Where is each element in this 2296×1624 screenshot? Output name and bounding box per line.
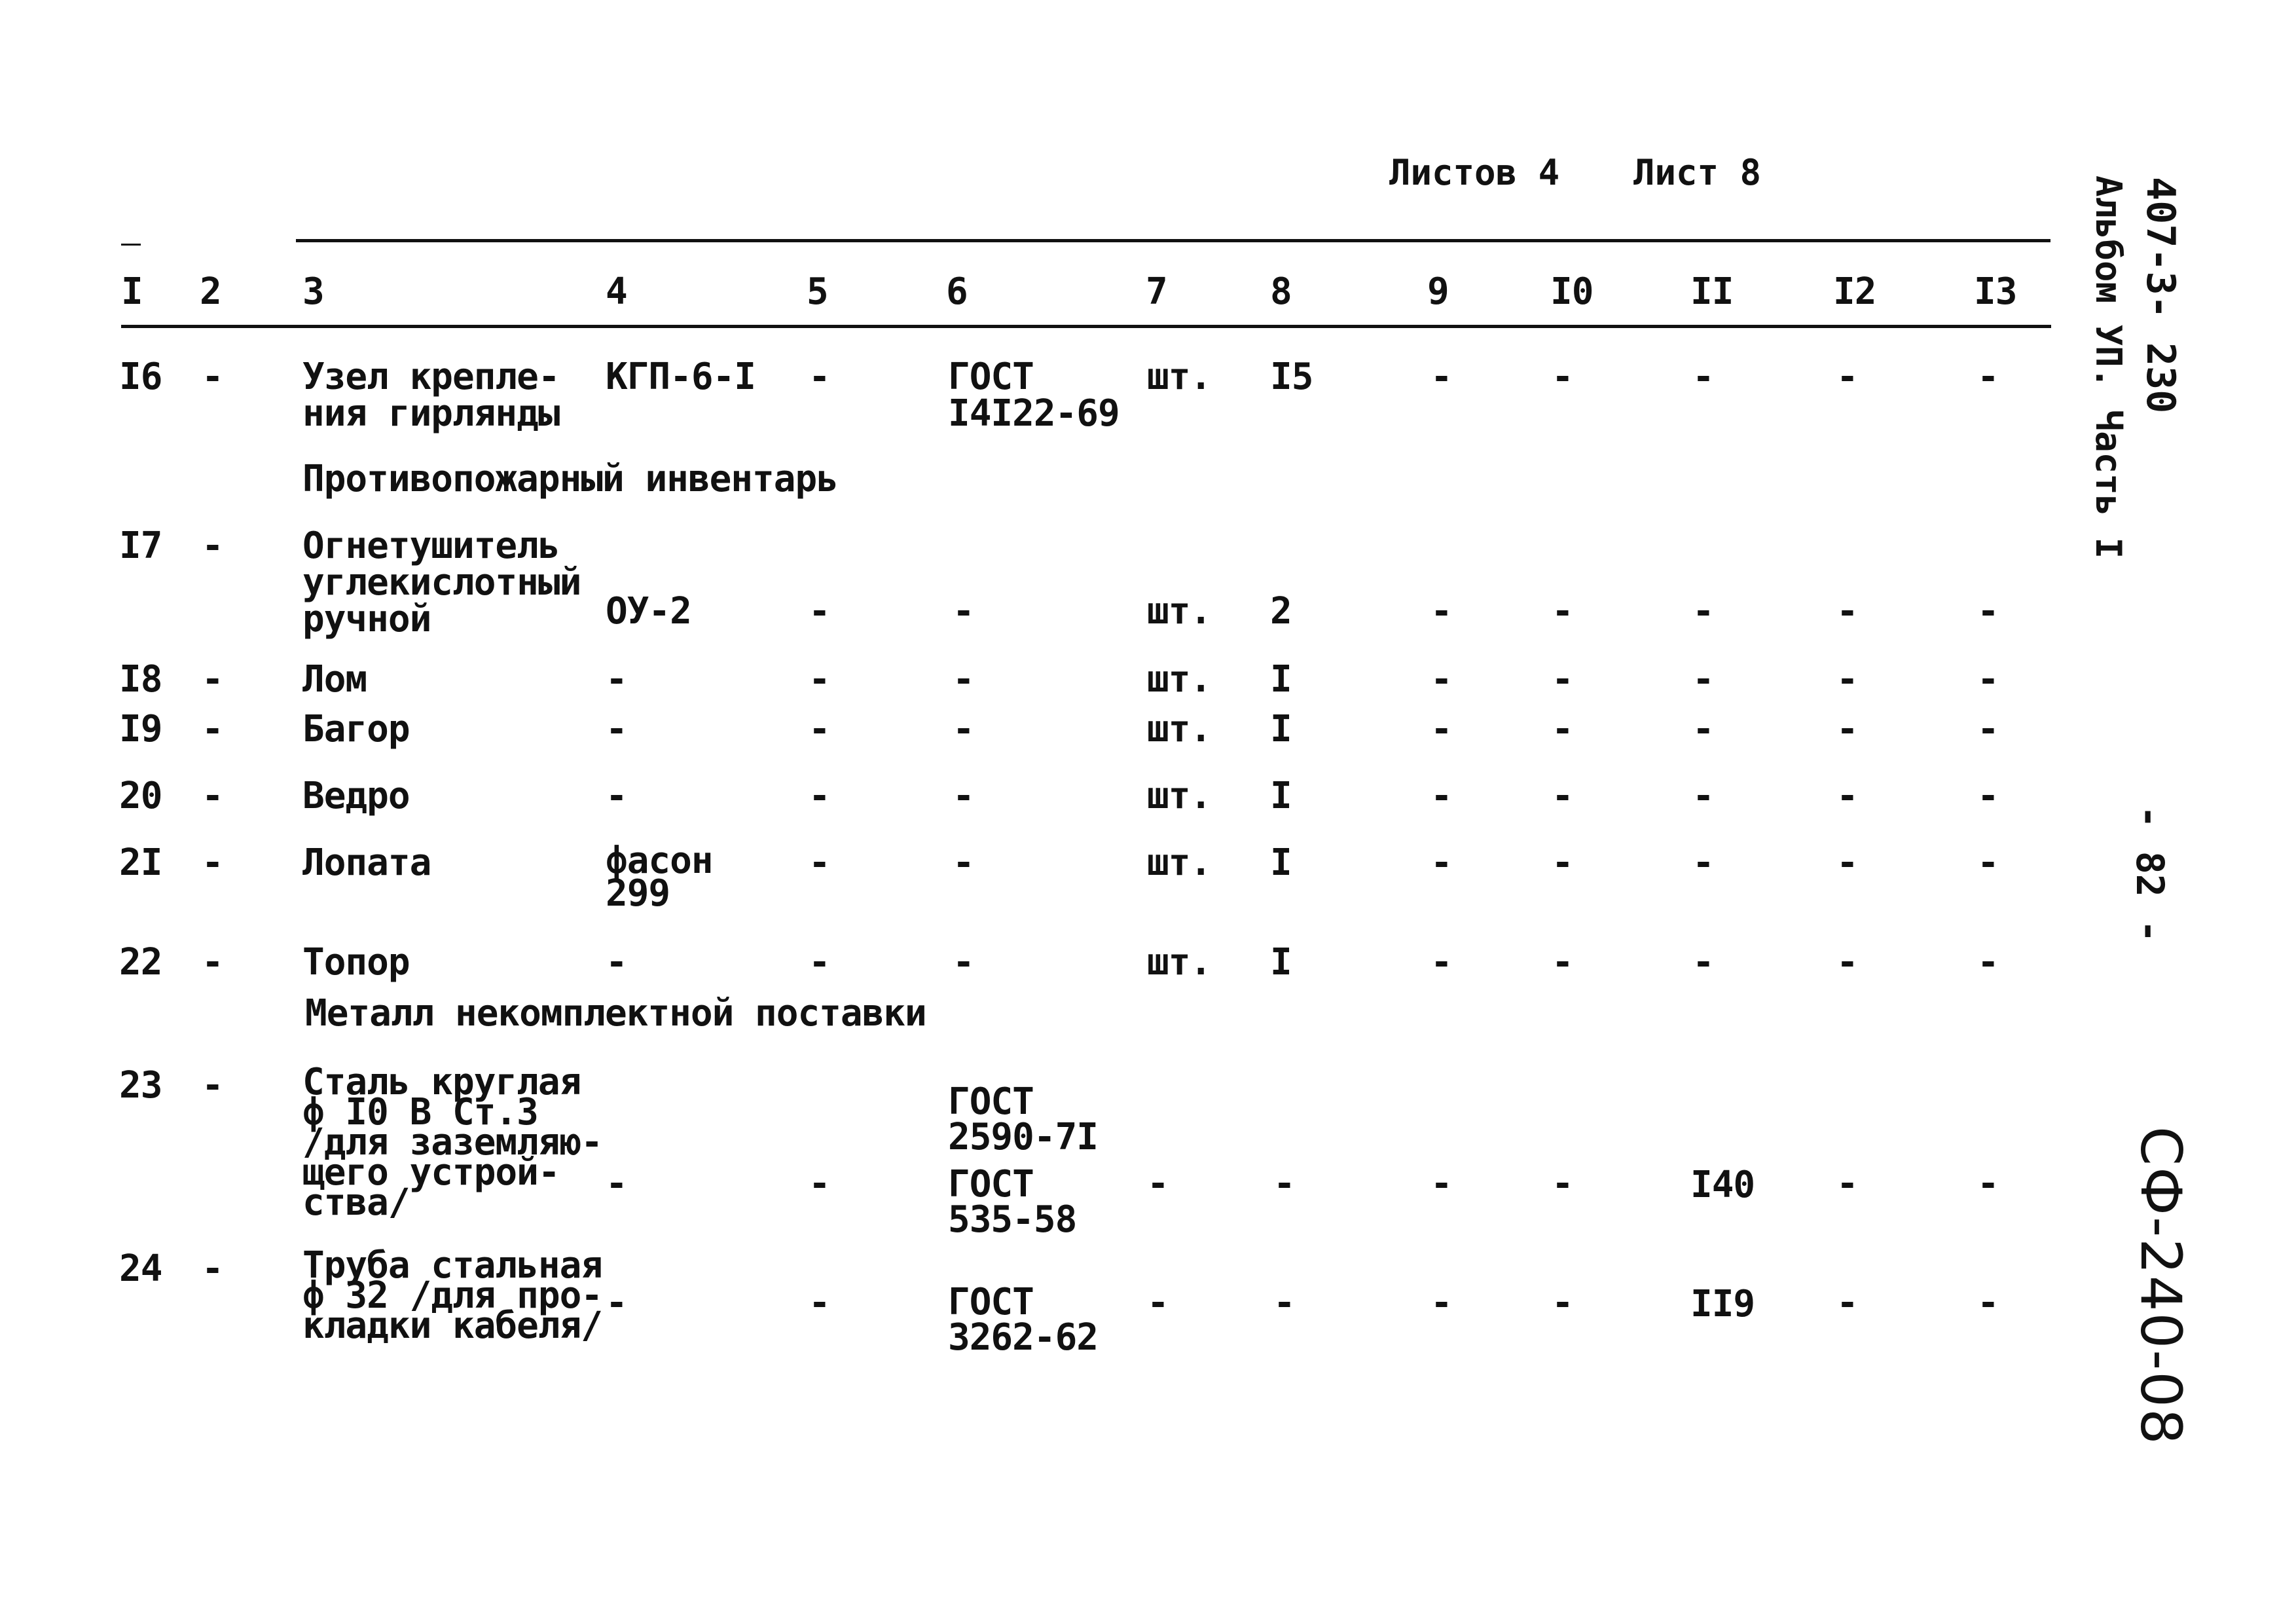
item-qty: I	[1270, 941, 1292, 984]
item-name: Сталь круглая ф I0 В Ст.3 /для заземляю- щего устрой- ства/	[302, 1061, 603, 1224]
side-stamp: СФ-240-08	[2128, 1126, 2193, 1446]
cell-c2: -	[202, 841, 223, 884]
item-qty: I5	[1270, 356, 1313, 398]
cell-c9: -	[1430, 775, 1452, 817]
item-qty: I	[1270, 708, 1292, 750]
col-header-1: I	[121, 270, 143, 313]
item-type: ОУ-2	[606, 590, 691, 633]
col-header-12: I2	[1833, 270, 1876, 313]
cell-c5: -	[809, 775, 830, 817]
side-album: Альбом УП. Часть I	[2088, 175, 2129, 559]
cell-c13: -	[1977, 841, 1999, 884]
item-standard: -	[953, 775, 974, 817]
item-unit: шт.	[1147, 775, 1212, 817]
item-unit: шт.	[1147, 658, 1212, 701]
cell-c2: -	[202, 775, 223, 817]
cell-c12: -	[1836, 1162, 1858, 1205]
cell-c11: -	[1692, 658, 1714, 701]
cell-c5: -	[809, 590, 830, 633]
item-name: Лом	[302, 658, 367, 701]
cell-c7: -	[1147, 1282, 1169, 1324]
section-heading-metal: Металл некомплектной поставки	[305, 992, 926, 1035]
cell-c9: -	[1430, 941, 1452, 984]
cell-c10: -	[1552, 356, 1573, 398]
cell-c9: -	[1430, 1162, 1452, 1205]
item-standard: ГОСТ 535-58	[948, 1163, 1077, 1241]
item-qty: I	[1270, 841, 1292, 884]
item-standard: -	[953, 658, 974, 701]
item-standard: -	[953, 941, 974, 984]
cell-c2: -	[202, 708, 223, 750]
row-number: 20	[119, 775, 162, 817]
row-number: 23	[119, 1064, 162, 1107]
col-header-8: 8	[1270, 270, 1292, 313]
item-unit: шт.	[1147, 356, 1212, 398]
cell-c11: -	[1692, 590, 1714, 633]
item-type: -	[606, 658, 627, 701]
item-standard: -	[953, 708, 974, 750]
header-rule	[121, 325, 2051, 328]
cell-c10: -	[1552, 941, 1573, 984]
cell-c9: -	[1430, 1282, 1452, 1324]
item-mass: I40	[1690, 1164, 1755, 1206]
item-unit: шт.	[1147, 841, 1212, 884]
col-header-11: II	[1690, 270, 1734, 313]
row-number: I8	[119, 658, 162, 701]
row-number: 22	[119, 941, 162, 984]
cell-c10: -	[1552, 1282, 1573, 1324]
cell-c12: -	[1836, 841, 1858, 884]
cell-c11: -	[1692, 356, 1714, 398]
top-rule	[296, 239, 2050, 242]
col-header-3: 3	[302, 270, 324, 313]
cell-c2: -	[202, 1064, 223, 1107]
col-header-2: 2	[200, 270, 221, 313]
item-standard: -	[953, 590, 974, 633]
row-number: I6	[119, 356, 162, 398]
item-type: КГП-6-I	[606, 356, 756, 398]
item-standard: ГОСТ I4I22-69	[948, 356, 1120, 435]
cell-c13: -	[1977, 658, 1999, 701]
item-name: Узел крепле- ния гирлянды	[302, 356, 560, 435]
cell-c10: -	[1552, 658, 1573, 701]
sheets-total: Листов 4	[1389, 152, 1560, 193]
item-type: фасон 299	[606, 840, 713, 915]
item-type: -	[606, 775, 627, 817]
cell-c10: -	[1552, 590, 1573, 633]
row-number: 2I	[119, 841, 162, 884]
cell-c8: -	[1273, 1282, 1295, 1324]
row-number: I9	[119, 708, 162, 750]
cell-c12: -	[1836, 708, 1858, 750]
cell-c12: -	[1836, 941, 1858, 984]
cell-c13: -	[1977, 1162, 1999, 1205]
cell-c10: -	[1552, 841, 1573, 884]
cell-c5: -	[809, 1282, 830, 1324]
cell-c9: -	[1430, 590, 1452, 633]
col-header-4: 4	[606, 270, 627, 313]
cell-c13: -	[1977, 775, 1999, 817]
top-rule-short	[121, 244, 141, 246]
cell-c8: -	[1273, 1162, 1295, 1205]
item-type: -	[606, 708, 627, 750]
item-unit: шт.	[1147, 590, 1212, 633]
item-mass: II9	[1690, 1283, 1755, 1325]
item-unit: шт.	[1147, 708, 1212, 750]
cell-c13: -	[1977, 1282, 1999, 1324]
cell-c9: -	[1430, 356, 1452, 398]
cell-c5: -	[809, 1162, 830, 1205]
item-unit: шт.	[1147, 941, 1212, 984]
item-standard: ГОСТ 3262-62	[948, 1281, 1099, 1359]
cell-c12: -	[1836, 658, 1858, 701]
item-name: Багор	[302, 708, 410, 750]
side-doc-code: 407-3- 230	[2138, 177, 2183, 414]
cell-c13: -	[1977, 708, 1999, 750]
cell-c2: -	[202, 525, 223, 567]
item-name: Огнетушитель углекислотный ручной	[302, 525, 581, 640]
item-name: Лопата	[302, 841, 431, 884]
cell-c5: -	[809, 708, 830, 750]
cell-c12: -	[1836, 1282, 1858, 1324]
cell-c2: -	[202, 1247, 223, 1290]
cell-c11: -	[1692, 708, 1714, 750]
item-type: -	[606, 1162, 627, 1205]
col-header-10: I0	[1550, 270, 1594, 313]
item-qty: 2	[1270, 590, 1292, 633]
sheet-number: Лист 8	[1633, 152, 1762, 193]
side-page-number: - 82 -	[2128, 805, 2172, 943]
item-name: Труба стальная ф 32 /для про- кладки кабеля/	[302, 1244, 603, 1347]
item-qty: I	[1270, 658, 1292, 701]
cell-c9: -	[1430, 708, 1452, 750]
cell-c2: -	[202, 356, 223, 398]
item-qty: I	[1270, 775, 1292, 817]
item-name: Ведро	[302, 775, 410, 817]
cell-c10: -	[1552, 708, 1573, 750]
cell-c10: -	[1552, 1162, 1573, 1205]
cell-c12: -	[1836, 775, 1858, 817]
cell-c5: -	[809, 941, 830, 984]
cell-c9: -	[1430, 841, 1452, 884]
cell-c11: -	[1692, 841, 1714, 884]
cell-c10: -	[1552, 775, 1573, 817]
row-number: 24	[119, 1247, 162, 1290]
col-header-6: 6	[946, 270, 968, 313]
cell-c12: -	[1836, 590, 1858, 633]
cell-c13: -	[1977, 356, 1999, 398]
section-heading-fire: Противопожарный инвентарь	[302, 458, 838, 500]
item-type: -	[606, 941, 627, 984]
cell-c12: -	[1836, 356, 1858, 398]
col-header-13: I3	[1974, 270, 2017, 313]
cell-c11: -	[1692, 941, 1714, 984]
item-type: -	[606, 1282, 627, 1324]
cell-c5: -	[809, 356, 830, 398]
cell-c7: -	[1147, 1162, 1169, 1205]
cell-c2: -	[202, 941, 223, 984]
cell-c5: -	[809, 658, 830, 701]
cell-c11: -	[1692, 775, 1714, 817]
row-number: I7	[119, 525, 162, 567]
item-name: Топор	[302, 941, 410, 984]
item-standard: ГОСТ 2590-7I	[948, 1080, 1099, 1158]
cell-c5: -	[809, 841, 830, 884]
cell-c13: -	[1977, 590, 1999, 633]
cell-c2: -	[202, 658, 223, 701]
col-header-5: 5	[807, 270, 828, 313]
cell-c9: -	[1430, 658, 1452, 701]
item-standard: -	[953, 841, 974, 884]
col-header-7: 7	[1146, 270, 1167, 313]
cell-c13: -	[1977, 941, 1999, 984]
col-header-9: 9	[1427, 270, 1449, 313]
